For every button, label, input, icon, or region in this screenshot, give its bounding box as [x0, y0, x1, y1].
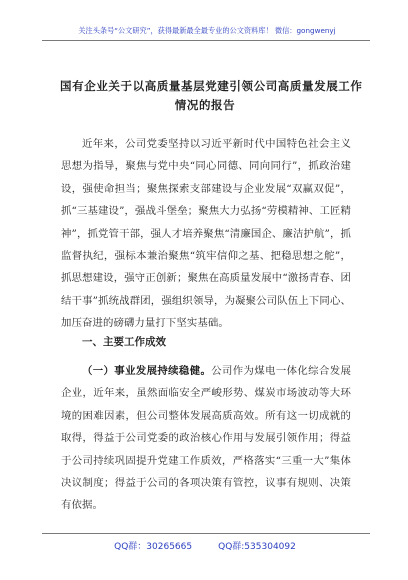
subsection-body: 公司作为煤电一体化综合发展企业，近年来，虽然面临安全严峻形势、煤炭市场波动等大环境的困难因素，但公司整体发展高质高效。所有这一切成就的取得，得益于公司党委的政治核心作用与发展引领作用；得益于公司持续巩固提升党建工作质效，严格落实“三重一大”集体决议制度；得益于公司的各项决策有管控，议事有规则、决策有依据。 [61, 365, 351, 512]
subsection-lead: （一）事业发展持续稳健。 [82, 365, 212, 377]
section-heading: 一、主要工作成效 [82, 336, 166, 348]
footer [60, 539, 350, 552]
intro-paragraph: 近年来，公司党委坚持以习近平新时代中国特色社会主义思想为指导，聚焦与党中央“同心同德、同向同行”，抓政治建设，强使命担当；聚焦探索支部建设与企业发展“双赢双促”，抓“三基建设”，强战斗堡垒；聚焦大力弘扬“劳模精神、工匠精神”，抓党管干部，强人才培养聚焦“清廉国企、廉洁护航”，抓监督执纪，强标本兼治聚焦“筑牢信仰之基、把稳思想之舵”，抓思想建设，强守正创新；聚焦在高质量发展中“激扬青春、团结干事”抓统战群团，强组织领导，为凝聚公司队伍上下同心、加压奋进的磅礴力量打下坚实基础。 [61, 138, 351, 330]
footer-qq-group-2: QQ群:535304092 [218, 542, 296, 552]
document-title-line2: 情况的报告 [174, 98, 236, 112]
header-banner: 关注头条号“公文研究”，获得最新最全最专业的公文资料库！ 微信：gongwenyj [78, 26, 336, 35]
footer-qq-group-1: QQ群：30265665 [114, 542, 193, 552]
header-divider [42, 40, 370, 41]
footer-divider [42, 533, 370, 534]
subsection-paragraph [61, 360, 351, 517]
document-title-line1: 国有企业关于以高质量基层党建引领公司高质量发展工作 [60, 79, 363, 93]
